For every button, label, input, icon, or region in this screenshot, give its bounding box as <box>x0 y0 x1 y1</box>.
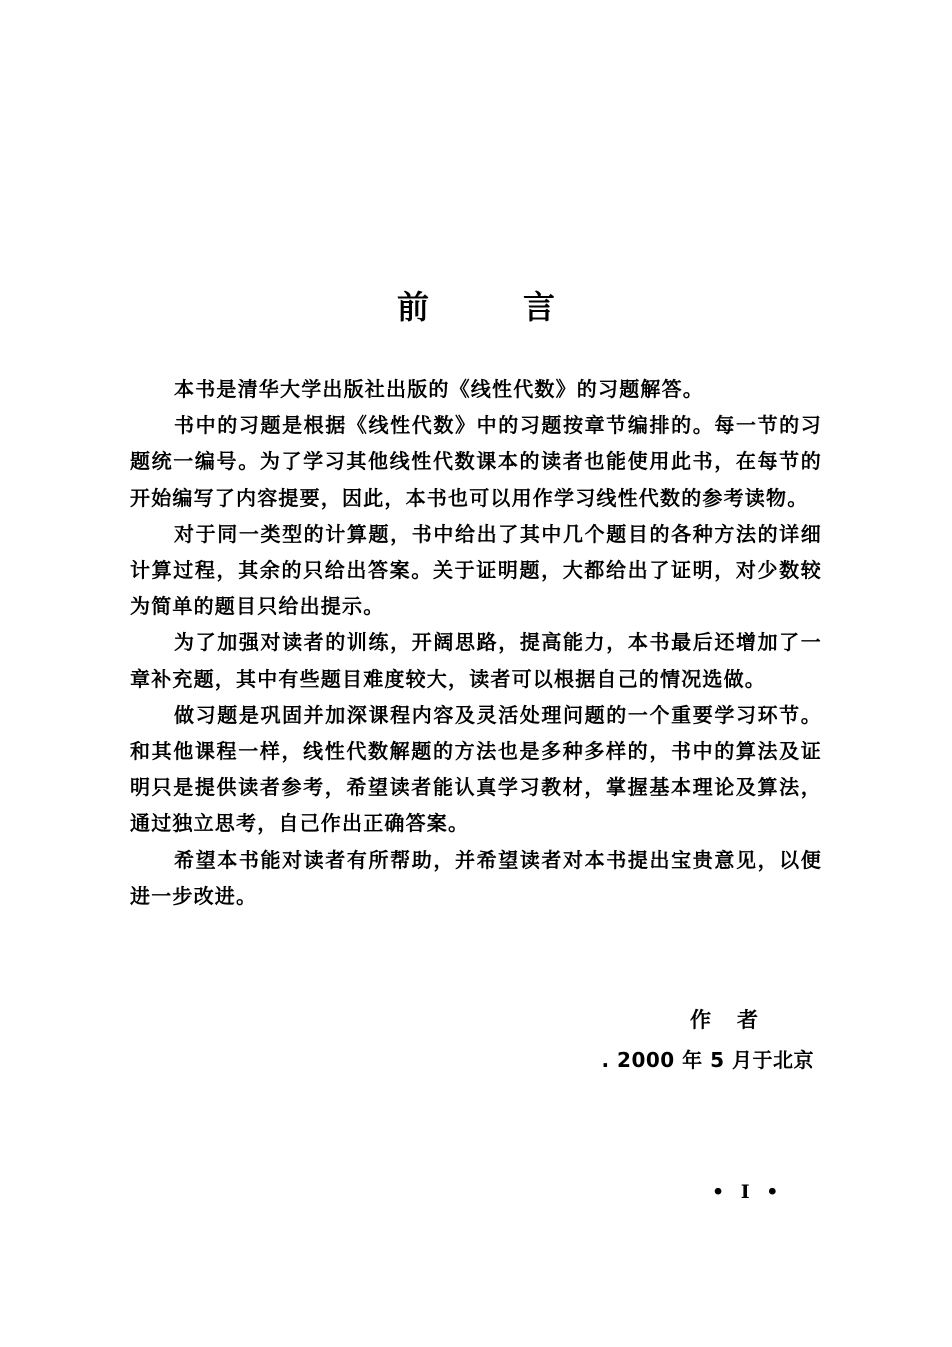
signature-block <box>601 1000 814 1080</box>
paragraph-4: 为了加强对读者的训练，开阔思路，提高能力，本书最后还增加了一章补充题，其中有些题目难度较大，读者可以根据自己的情况选做。 <box>130 630 822 691</box>
paragraph-1: 本书是清华大学出版社出版的《线性代数》的习题解答。 <box>174 377 704 401</box>
paragraph-2: 书中的习题是根据《线性代数》中的习题按章节编排的。每一节的习题统一编号。为了学习其他线性代数课本的读者也能使用此书，在每节的开始编写了内容提要，因此，本书也可以用作学习线性代数的参考读物。 <box>130 413 822 510</box>
author-label: 作者 <box>690 1008 784 1032</box>
page-number: • I • <box>712 1181 784 1203</box>
paragraph-3: 对于同一类型的计算题，书中给出了其中几个题目的各种方法的详细计算过程，其余的只给出答案。关于证明题，大都给出了证明，对少数较为简单的题目只给出提示。 <box>130 521 822 619</box>
preface-body <box>130 371 822 914</box>
paragraph-5: 做习题是巩固并加深课程内容及灵活处理问题的一个重要学习环节。和其他课程一样，线性代数解题的方法也是多种多样的，书中的算法及证明只是提供读者参考，希望读者能认真学习教材，掌握基本理论及算法，通过独立思考，自己作出正确答案。 <box>130 702 822 836</box>
date-place: . 2000 年 5 月于北京 <box>601 1048 814 1072</box>
page-title: 前言 <box>396 288 649 326</box>
paragraph-6: 希望本书能对读者有所帮助，并希望读者对本书提出宝贵意见，以便进一步改进。 <box>130 847 822 908</box>
